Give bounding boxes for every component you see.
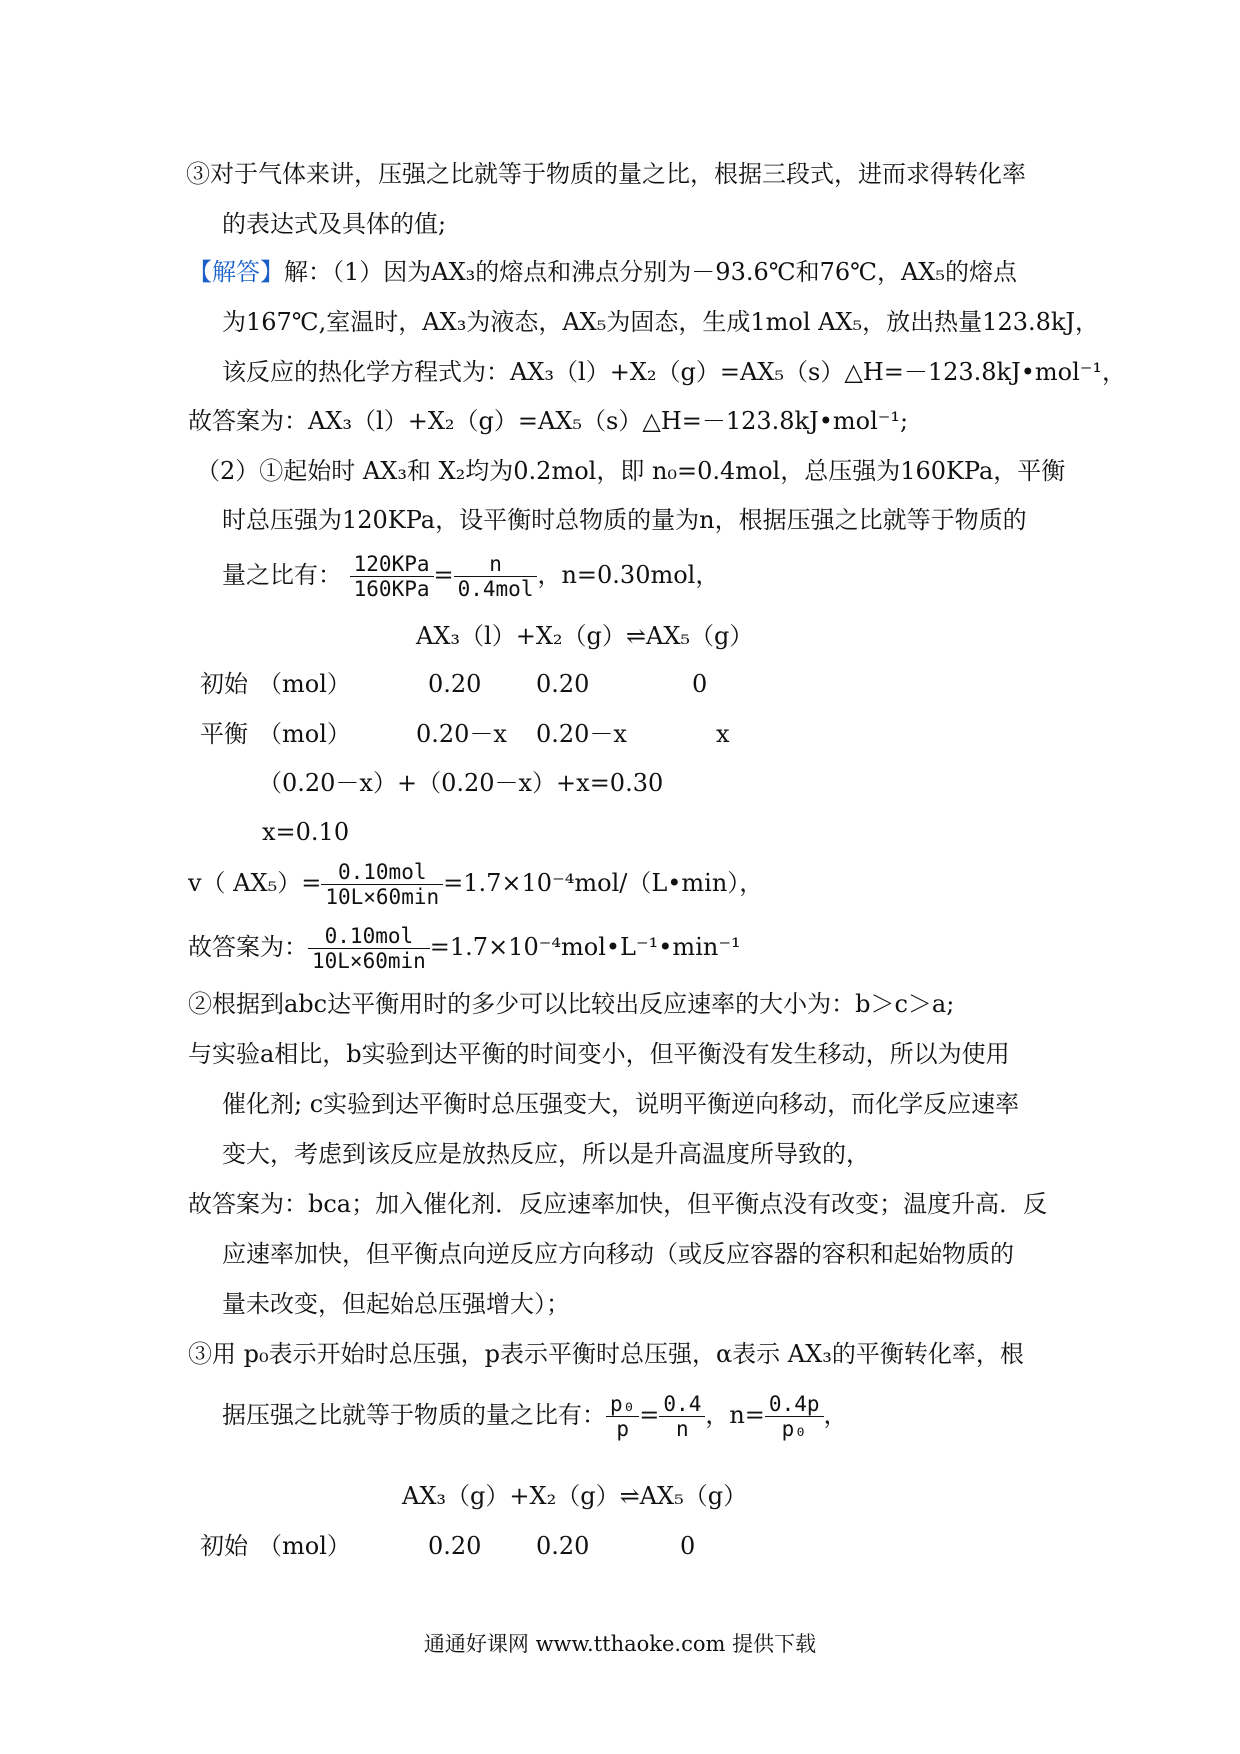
- text-line: x=0.10: [262, 818, 350, 846]
- text-line: 故答案为：bca；加入催化剂．反应速率加快，但平衡点没有改变；温度升高．反: [188, 1190, 1048, 1218]
- table-value: 0.20: [536, 670, 590, 698]
- table-value: 0: [680, 1532, 696, 1560]
- numerator: 120KPa: [350, 552, 434, 577]
- fraction: [350, 552, 434, 601]
- text-line: 的表达式及具体的值;: [222, 210, 447, 238]
- denominator: 10L×60min: [325, 885, 440, 909]
- table-value: 0.20: [428, 670, 482, 698]
- table-value: 0.20－x: [416, 720, 507, 748]
- text-line: 时总压强为120KPa，设平衡时总物质的量为n，根据压强之比就等于物质的: [222, 506, 1027, 534]
- equals: =: [639, 1401, 660, 1429]
- text-line: 该反应的热化学方程式为：AX₃（l）+X₂（g）=AX₅（s）△H=－123.8kJ•mol⁻¹，: [222, 358, 1127, 386]
- formula-line: [188, 920, 741, 974]
- denominator: 160KPa: [353, 577, 430, 601]
- answer-label: 【解答】: [188, 258, 284, 286]
- row-unit: （mol）: [258, 720, 351, 748]
- formula-line: [222, 548, 719, 602]
- row-unit: （mol）: [258, 1532, 351, 1560]
- row-unit: （mol）: [258, 670, 351, 698]
- numerator: 0.4p: [765, 1392, 824, 1417]
- table-value: 0.20: [536, 1532, 590, 1560]
- fraction: [308, 924, 430, 973]
- text-span: ，n=0.30mol，: [537, 561, 720, 589]
- fraction: [659, 1392, 705, 1441]
- text-line: ③对于气体来讲，压强之比就等于物质的量之比，根据三段式，进而求得转化率: [186, 160, 1026, 188]
- text-span: ，n=: [705, 1401, 765, 1429]
- text-line: 为167℃,室温时，AX₃为液态，AX₅为固态，生成1mol AX₅，放出热量123.8kJ，: [222, 308, 1100, 336]
- table-value: 0: [692, 670, 708, 698]
- denominator: n: [676, 1417, 689, 1441]
- row-label: 初始: [200, 1532, 248, 1560]
- text-line: （2）①起始时 AX₃和 X₂均为0.2mol，即 n₀=0.4mol，总压强为160KPa，平衡: [196, 457, 1066, 485]
- table-value: x: [716, 720, 730, 748]
- denominator: p: [616, 1417, 629, 1441]
- text-span: 量之比有：: [222, 561, 342, 589]
- text-span: 故答案为：: [188, 933, 308, 961]
- text-span: v（ AX₅）=: [188, 869, 322, 897]
- text-line: 变大，考虑到该反应是放热反应，所以是升高温度所导致的，: [222, 1140, 870, 1168]
- reaction-equation: AX₃（g）+X₂（g）⇌AX₅（g）: [402, 1482, 748, 1510]
- text-line: 量未改变，但起始总压强增大）；: [222, 1290, 570, 1318]
- text-span: 据压强之比就等于物质的量之比有：: [222, 1401, 606, 1429]
- equals: =: [433, 561, 454, 589]
- fraction: [606, 1392, 639, 1441]
- answer-line: [188, 256, 1017, 288]
- text-line: 与实验a相比，b实验到达平衡的时间变小，但平衡没有发生移动，所以为使用: [188, 1040, 1010, 1068]
- numerator: 0.10mol: [308, 924, 430, 949]
- numerator: n: [454, 552, 538, 577]
- page-footer: 通通好课网 www.tthaoke.com 提供下载: [423, 1632, 817, 1656]
- text-span: 解：（1）因为AX₃的熔点和沸点分别为－93.6℃和76℃，AX₅的熔点: [284, 258, 1018, 286]
- row-label: 初始: [200, 670, 248, 698]
- fraction: [321, 860, 443, 909]
- text-line: 故答案为：AX₃（l）+X₂（g）=AX₅（s）△H=－123.8kJ•mol⁻¹;: [188, 407, 909, 435]
- text-span: =1.7×10⁻⁴mol•L⁻¹•min⁻¹: [429, 933, 741, 961]
- denominator: 0.4mol: [457, 577, 534, 601]
- numerator: 0.4: [659, 1392, 705, 1417]
- reaction-equation: AX₃（l）+X₂（g）⇌AX₅（g）: [416, 622, 754, 650]
- formula-line: [188, 856, 763, 910]
- text-line: （0.20－x）+（0.20－x）+x=0.30: [258, 769, 664, 797]
- numerator: 0.10mol: [321, 860, 443, 885]
- text-line: 应速率加快，但平衡点向逆反应方向移动（或反应容器的容积和起始物质的: [222, 1240, 1014, 1268]
- table-value: 0.20－x: [536, 720, 627, 748]
- text-span: =1.7×10⁻⁴mol/（L•min），: [443, 869, 764, 897]
- denominator: 10L×60min: [312, 949, 426, 973]
- text-line: ③用 p₀表示开始时总压强，p表示平衡时总压强，α表示 AX₃的平衡转化率，根: [188, 1340, 1024, 1368]
- text-line: ②根据到abc达平衡用时的多少可以比较出反应速率的大小为：b＞c＞a;: [188, 990, 955, 1018]
- formula-line: [222, 1388, 848, 1442]
- numerator: p₀: [606, 1392, 639, 1417]
- fraction: [765, 1392, 824, 1441]
- row-label: 平衡: [200, 720, 248, 748]
- table-value: 0.20: [428, 1532, 482, 1560]
- text-line: 催化剂; c实验到达平衡时总压强变大，说明平衡逆向移动，而化学反应速率: [222, 1090, 1020, 1118]
- denominator: p₀: [781, 1417, 807, 1441]
- fraction: [454, 552, 538, 601]
- text-span: ，: [823, 1401, 848, 1429]
